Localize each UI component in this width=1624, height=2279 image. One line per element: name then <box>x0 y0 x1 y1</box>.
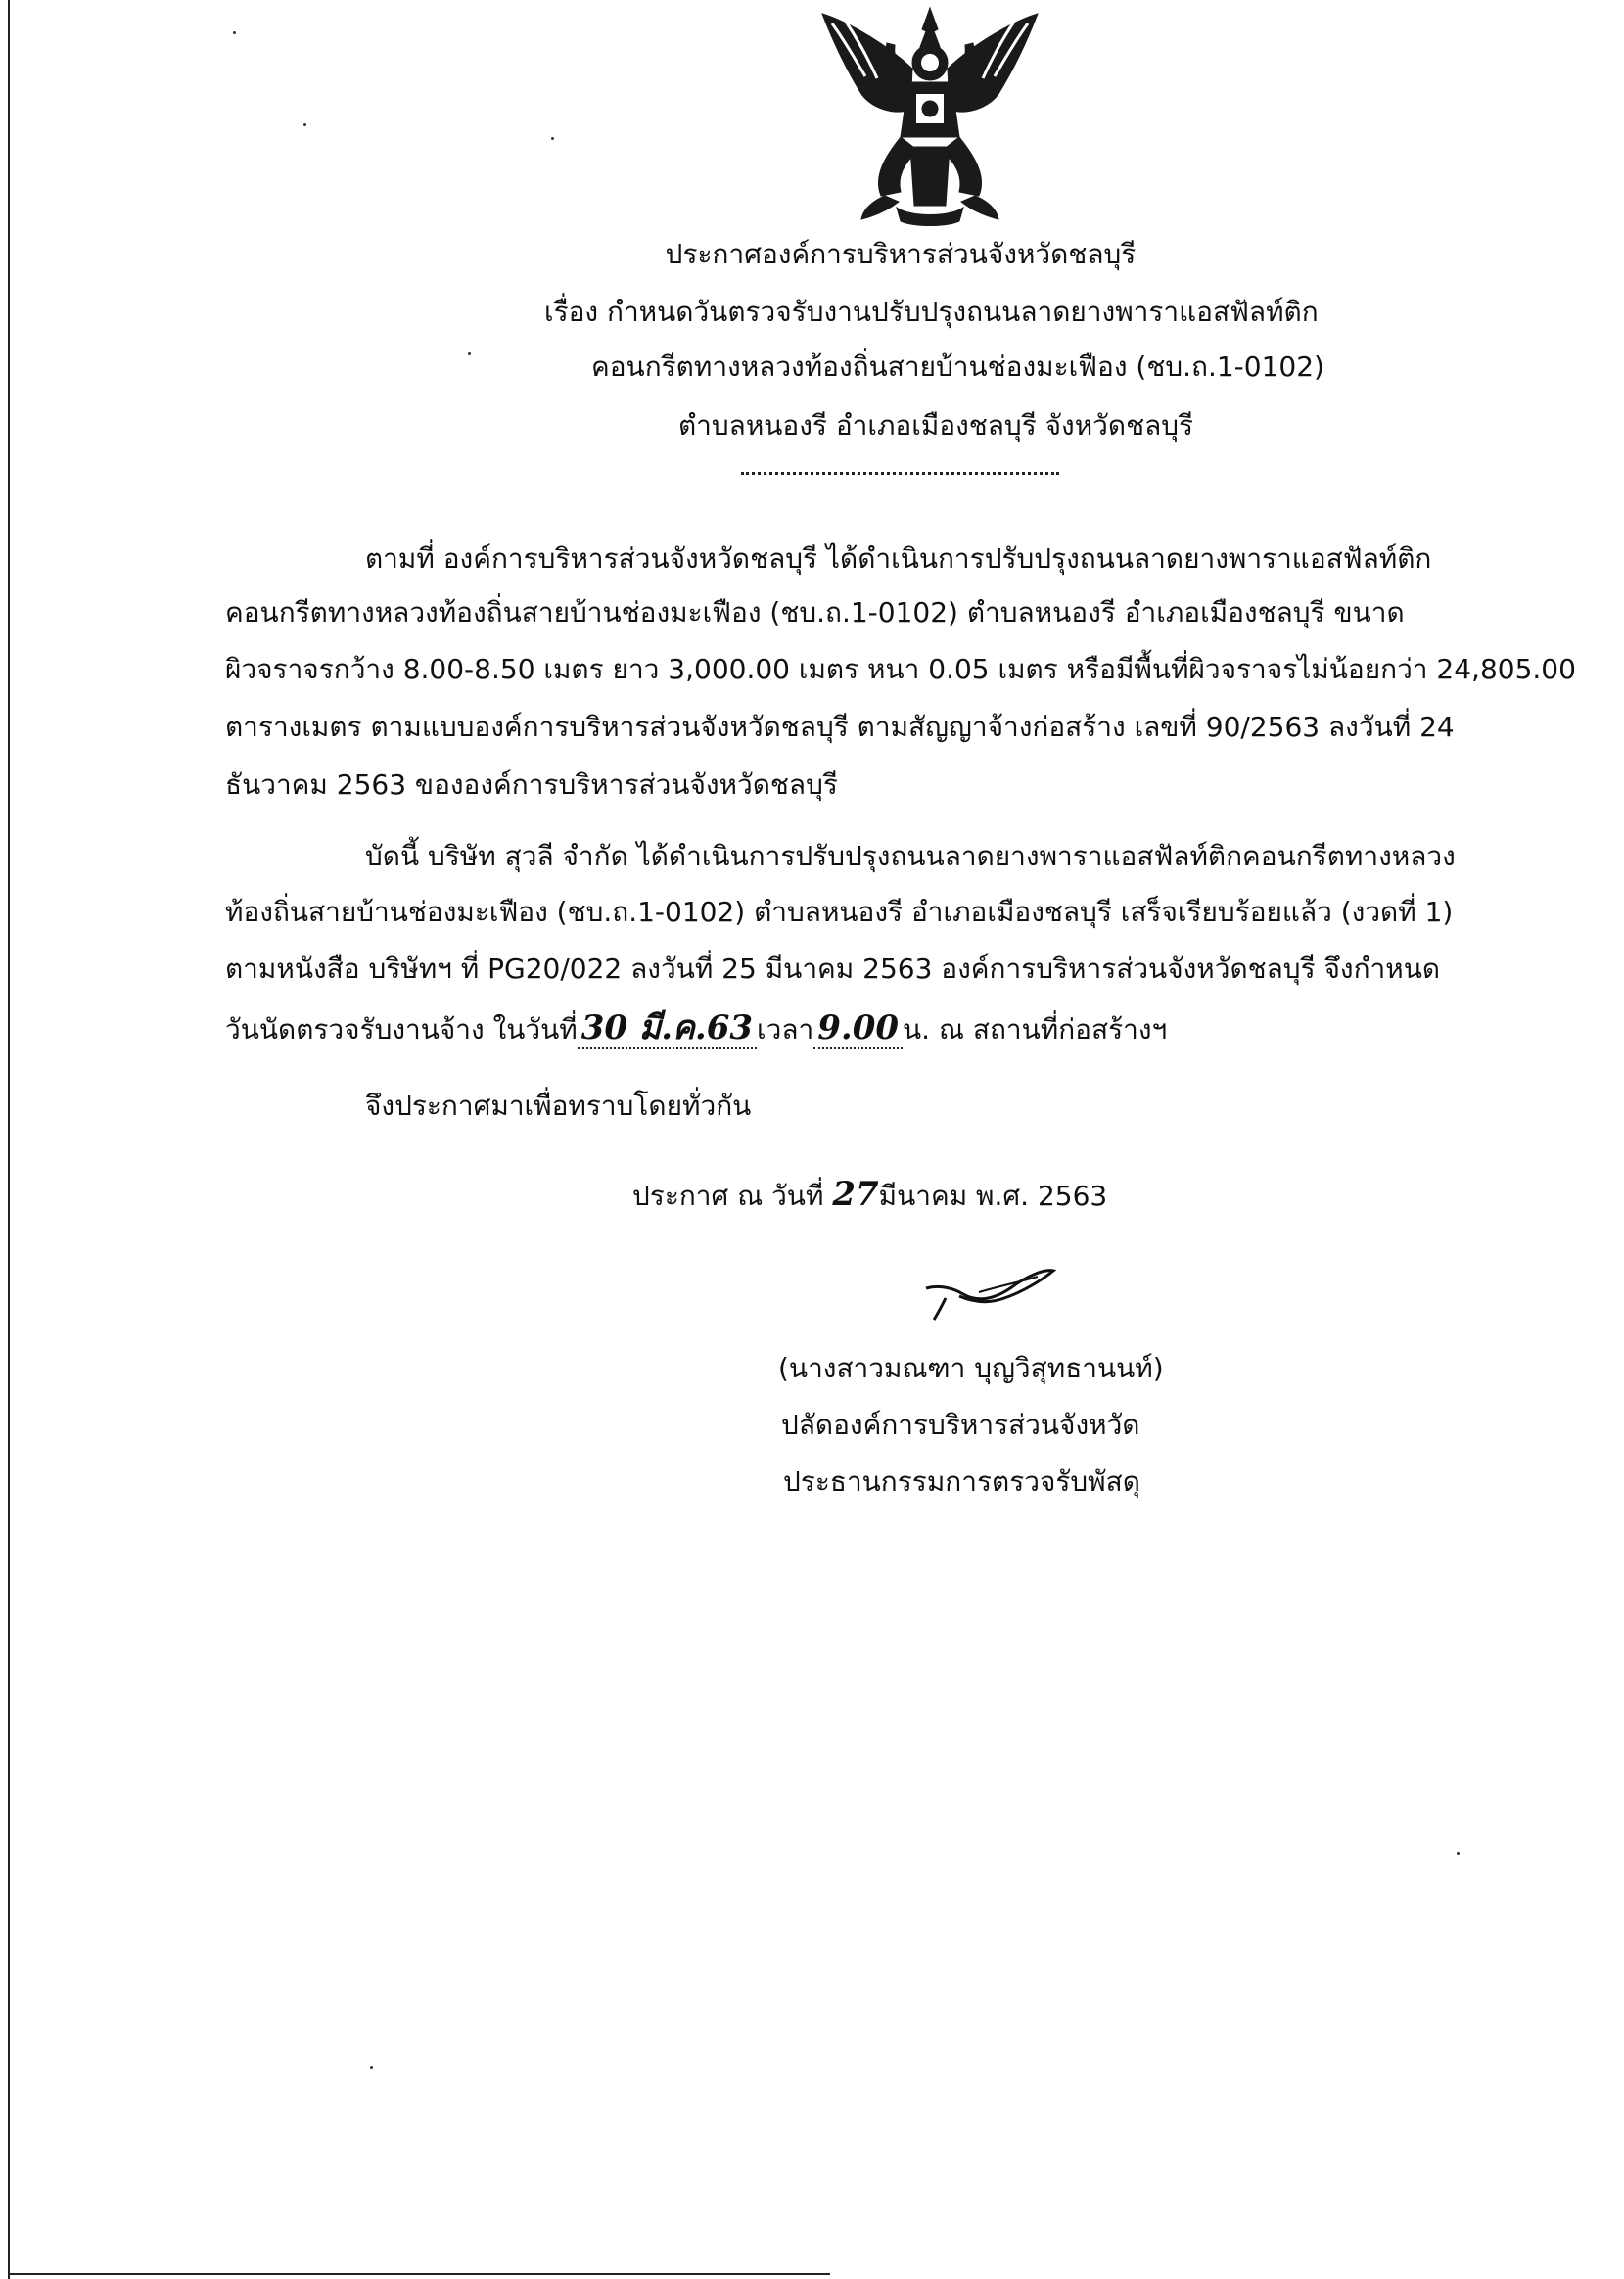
time-label: เวลา <box>757 1013 814 1046</box>
para1-line-1: ตามที่ องค์การบริหารส่วนจังหวัดชลบุรี ได้ดำเนินการปรับปรุงถนนลาดยางพาราแอสฟัลท์ติก <box>365 542 1432 575</box>
scan-speck <box>303 123 306 126</box>
para2-line-2: ท้องถิ่นสายบ้านช่องมะเฟือง (ชบ.ถ.1-0102) ตำบลหนองรี อำเภอเมืองชลบุรี เสร็จเรียบร้อยแล้ว (งวดที่ 1) <box>225 896 1454 928</box>
document-title: ประกาศองค์การบริหารส่วนจังหวัดชลบุรี <box>665 238 1137 270</box>
announce-prefix: ประกาศ ณ วันที่ <box>632 1180 824 1212</box>
garuda-emblem-icon <box>803 0 1057 230</box>
para2-line-1: บัดนี้ บริษัท สุวลี จำกัด ได้ดำเนินการปรับปรุงถนนลาดยางพาราแอสฟัลท์ติกคอนกรีตทางหลวง <box>365 840 1456 872</box>
inspection-time-handwritten: 9.00 <box>813 1008 903 1049</box>
header-divider <box>741 472 1059 475</box>
scan-border-bottom <box>8 2273 830 2275</box>
scan-border-left <box>8 0 10 2279</box>
signatory-position-1: ปลัดองค์การบริหารส่วนจังหวัด <box>781 1409 1140 1441</box>
signatory-position-2: ประธานกรรมการตรวจรับพัสดุ <box>783 1465 1140 1498</box>
para1-line-2: คอนกรีตทางหลวงท้องถิ่นสายบ้านช่องมะเฟือง (ชบ.ถ.1-0102) ตำบลหนองรี อำเภอเมืองชลบุรี ขนาด <box>225 596 1405 628</box>
subject-line-3: ตำบลหนองรี อำเภอเมืองชลบุรี จังหวัดชลบุรี <box>678 409 1194 442</box>
closing-line: จึงประกาศมาเพื่อทราบโดยทั่วกัน <box>365 1090 752 1122</box>
announce-date <box>632 1175 1107 1216</box>
inspection-date-handwritten: 30 มี.ค.63 <box>578 1008 757 1049</box>
scan-speck <box>233 31 236 34</box>
para1-line-4: ตารางเมตร ตามแบบองค์การบริหารส่วนจังหวัดชลบุรี ตามสัญญาจ้างก่อสร้าง เลขที่ 90/2563 ลงวันที่ 24 <box>225 711 1455 743</box>
announce-suffix: มีนาคม พ.ศ. 2563 <box>878 1180 1108 1212</box>
signature-icon <box>920 1263 1057 1322</box>
announce-day-handwritten: 27 <box>832 1175 879 1214</box>
scan-speck <box>468 352 471 355</box>
para2-line-3: ตามหนังสือ บริษัทฯ ที่ PG20/022 ลงวันที่ 25 มีนาคม 2563 องค์การบริหารส่วนจังหวัดชลบุรี จึงกำหนด <box>225 953 1441 985</box>
para1-line-3: ผิวจราจรกว้าง 8.00-8.50 เมตร ยาว 3,000.00 เมตร หนา 0.05 เมตร หรือมีพื้นที่ผิวจราจรไม่น้อยกว่า 24,805.00 <box>225 653 1576 685</box>
para1-line-5: ธันวาคม 2563 ขององค์การบริหารส่วนจังหวัดชลบุรี <box>225 768 838 801</box>
subject-line-1: เรื่อง กำหนดวันตรวจรับงานปรับปรุงถนนลาดยางพาราแอสฟัลท์ติก <box>544 296 1319 328</box>
scan-speck <box>370 2066 373 2069</box>
inspection-date-prefix: วันนัดตรวจรับงานจ้าง ในวันที่ <box>225 1013 578 1046</box>
scan-speck <box>1457 1852 1460 1855</box>
para2-line-4 <box>225 1008 1167 1049</box>
scan-speck <box>551 137 554 140</box>
subject-line-2: คอนกรีตทางหลวงท้องถิ่นสายบ้านช่องมะเฟือง (ชบ.ถ.1-0102) <box>591 350 1324 383</box>
location-suffix: น. ณ สถานที่ก่อสร้างฯ <box>903 1013 1168 1046</box>
signatory-name: (นางสาวมณฑา บุญวิสุทธานนท์) <box>778 1352 1164 1384</box>
